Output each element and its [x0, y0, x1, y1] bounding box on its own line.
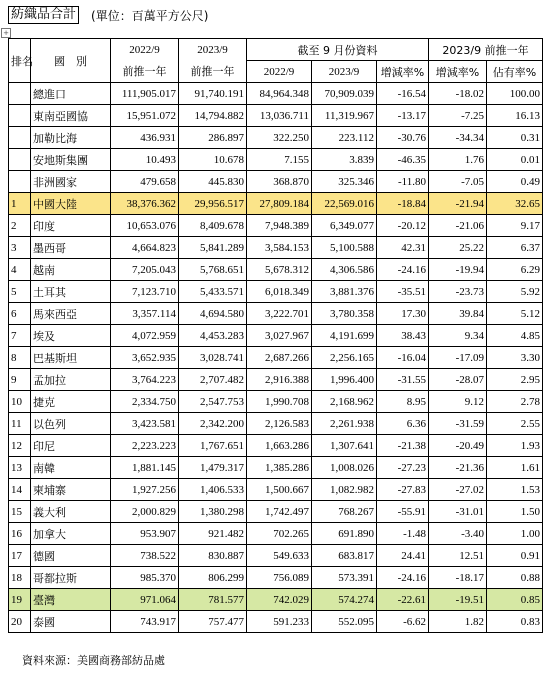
country-cell: 總進口 — [31, 83, 111, 105]
table-row — [9, 589, 543, 611]
header-ytd-growth: 增減率% — [377, 61, 429, 83]
value-rolling-share: 5.12 — [487, 303, 543, 325]
value-rolling-growth: -21.94 — [429, 193, 487, 215]
table-row — [9, 347, 543, 369]
country-cell: 土耳其 — [31, 281, 111, 303]
value-ytd-growth: -13.17 — [377, 105, 429, 127]
country-cell: 馬來西亞 — [31, 303, 111, 325]
value-ytd-2023: 2,168.962 — [312, 391, 377, 413]
value-ytd-2022: 1,663.286 — [247, 435, 312, 457]
country-cell: 捷克 — [31, 391, 111, 413]
value-rolling-share: 2.78 — [487, 391, 543, 413]
value-rolling-growth: -31.59 — [429, 413, 487, 435]
header-rolling-group: 2023/9 前推一年 — [429, 39, 543, 61]
value-rolling-share: 6.37 — [487, 237, 543, 259]
value-ytd-2023: 11,319.967 — [312, 105, 377, 127]
value-rolling-share: 32.65 — [487, 193, 543, 215]
table-row — [9, 193, 543, 215]
table-row — [9, 435, 543, 457]
value-ytd-2023: 2,261.938 — [312, 413, 377, 435]
value-ytd-2022: 549.633 — [247, 545, 312, 567]
value-rolling-growth: -19.51 — [429, 589, 487, 611]
value-ytd-2023: 223.112 — [312, 127, 377, 149]
value-ytd-2022: 742.029 — [247, 589, 312, 611]
table-row — [9, 479, 543, 501]
value-ytd-2022: 3,222.701 — [247, 303, 312, 325]
value-ytd-2023: 70,909.039 — [312, 83, 377, 105]
value-ytd-2023: 1,008.026 — [312, 457, 377, 479]
table-row — [9, 237, 543, 259]
rank-cell: 12 — [9, 435, 31, 457]
rank-cell: 4 — [9, 259, 31, 281]
value-rolling-share: 5.92 — [487, 281, 543, 303]
value-ytd-2023: 1,082.982 — [312, 479, 377, 501]
value-ytd-growth: 24.41 — [377, 545, 429, 567]
table-row — [9, 259, 543, 281]
value-2023-rolling: 830.887 — [179, 545, 247, 567]
rank-cell: 11 — [9, 413, 31, 435]
value-ytd-growth: -22.61 — [377, 589, 429, 611]
value-rolling-growth: -23.73 — [429, 281, 487, 303]
country-cell: 德國 — [31, 545, 111, 567]
header-2023-year: 2023/9 — [179, 39, 247, 61]
value-2022-rolling: 743.917 — [111, 611, 179, 633]
country-cell: 中國大陸 — [31, 193, 111, 215]
value-ytd-growth: 8.95 — [377, 391, 429, 413]
header-rolling-share: 佔有率% — [487, 61, 543, 83]
value-rolling-share: 0.91 — [487, 545, 543, 567]
country-cell: 越南 — [31, 259, 111, 281]
value-ytd-2023: 3,780.358 — [312, 303, 377, 325]
header-ytd-group: 截至 9 月份資料 — [247, 39, 429, 61]
value-ytd-2022: 368.870 — [247, 171, 312, 193]
value-rolling-share: 1.50 — [487, 501, 543, 523]
table-row — [9, 215, 543, 237]
value-rolling-share: 0.01 — [487, 149, 543, 171]
value-ytd-2023: 573.391 — [312, 567, 377, 589]
value-ytd-2022: 84,964.348 — [247, 83, 312, 105]
value-ytd-2023: 1,996.400 — [312, 369, 377, 391]
rank-cell: 15 — [9, 501, 31, 523]
country-cell: 加拿大 — [31, 523, 111, 545]
value-ytd-2022: 7,948.389 — [247, 215, 312, 237]
source-note: 資料來源：美國商務部紡品處 — [22, 654, 165, 667]
value-2023-rolling: 4,694.580 — [179, 303, 247, 325]
value-rolling-growth: 1.76 — [429, 149, 487, 171]
value-rolling-share: 2.55 — [487, 413, 543, 435]
table-row — [9, 127, 543, 149]
value-rolling-share: 9.17 — [487, 215, 543, 237]
value-ytd-growth: -27.23 — [377, 457, 429, 479]
header-ytd-2022: 2022/9 — [247, 61, 312, 83]
value-ytd-2022: 1,742.497 — [247, 501, 312, 523]
value-rolling-share: 3.30 — [487, 347, 543, 369]
value-rolling-growth: -34.34 — [429, 127, 487, 149]
value-ytd-2022: 1,385.286 — [247, 457, 312, 479]
value-2023-rolling: 2,547.753 — [179, 391, 247, 413]
rank-cell — [9, 127, 31, 149]
value-2022-rolling: 2,000.829 — [111, 501, 179, 523]
value-rolling-share: 1.93 — [487, 435, 543, 457]
value-2022-rolling: 2,223.223 — [111, 435, 179, 457]
value-rolling-share: 0.83 — [487, 611, 543, 633]
page-title: 紡織品合計 — [8, 6, 79, 24]
value-ytd-growth: -11.80 — [377, 171, 429, 193]
country-cell: 柬埔寨 — [31, 479, 111, 501]
value-ytd-2023: 552.095 — [312, 611, 377, 633]
rank-cell: 10 — [9, 391, 31, 413]
value-2022-rolling: 7,205.043 — [111, 259, 179, 281]
country-cell: 哥都拉斯 — [31, 567, 111, 589]
table-row — [9, 303, 543, 325]
value-rolling-share: 100.00 — [487, 83, 543, 105]
value-2023-rolling: 1,406.533 — [179, 479, 247, 501]
country-cell: 孟加拉 — [31, 369, 111, 391]
rank-cell — [9, 149, 31, 171]
table-row — [9, 391, 543, 413]
country-cell: 安地斯集團 — [31, 149, 111, 171]
value-ytd-growth: -27.83 — [377, 479, 429, 501]
value-rolling-growth: 9.34 — [429, 325, 487, 347]
value-2023-rolling: 2,707.482 — [179, 369, 247, 391]
value-ytd-2023: 6,349.077 — [312, 215, 377, 237]
value-2022-rolling: 15,951.072 — [111, 105, 179, 127]
rank-cell: 16 — [9, 523, 31, 545]
rank-cell: 20 — [9, 611, 31, 633]
value-ytd-2022: 2,126.583 — [247, 413, 312, 435]
value-ytd-2023: 1,307.641 — [312, 435, 377, 457]
rank-cell: 2 — [9, 215, 31, 237]
value-rolling-growth: -3.40 — [429, 523, 487, 545]
rank-cell: 17 — [9, 545, 31, 567]
value-ytd-2023: 3.839 — [312, 149, 377, 171]
value-2022-rolling: 985.370 — [111, 567, 179, 589]
value-2023-rolling: 757.477 — [179, 611, 247, 633]
rank-cell: 7 — [9, 325, 31, 347]
header-2022-year: 2022/9 — [111, 39, 179, 61]
value-ytd-2023: 691.890 — [312, 523, 377, 545]
country-cell: 臺灣 — [31, 589, 111, 611]
rank-cell: 19 — [9, 589, 31, 611]
value-ytd-2022: 1,990.708 — [247, 391, 312, 413]
rank-cell: 9 — [9, 369, 31, 391]
value-rolling-growth: -7.05 — [429, 171, 487, 193]
value-ytd-2022: 756.089 — [247, 567, 312, 589]
value-ytd-2022: 322.250 — [247, 127, 312, 149]
value-ytd-2023: 3,881.376 — [312, 281, 377, 303]
value-ytd-2022: 1,500.667 — [247, 479, 312, 501]
value-2023-rolling: 1,380.298 — [179, 501, 247, 523]
value-2023-rolling: 10.678 — [179, 149, 247, 171]
value-ytd-2022: 6,018.349 — [247, 281, 312, 303]
value-2022-rolling: 2,334.750 — [111, 391, 179, 413]
country-cell: 墨西哥 — [31, 237, 111, 259]
value-ytd-growth: 17.30 — [377, 303, 429, 325]
country-cell: 南韓 — [31, 457, 111, 479]
rank-cell: 18 — [9, 567, 31, 589]
country-cell: 加勒比海 — [31, 127, 111, 149]
value-ytd-growth: -20.12 — [377, 215, 429, 237]
value-ytd-2022: 702.265 — [247, 523, 312, 545]
value-2023-rolling: 286.897 — [179, 127, 247, 149]
value-ytd-2023: 22,569.016 — [312, 193, 377, 215]
value-rolling-share: 0.85 — [487, 589, 543, 611]
value-ytd-growth: -24.16 — [377, 259, 429, 281]
value-ytd-growth: -31.55 — [377, 369, 429, 391]
value-rolling-growth: 39.84 — [429, 303, 487, 325]
value-rolling-share: 0.88 — [487, 567, 543, 589]
value-2023-rolling: 1,479.317 — [179, 457, 247, 479]
country-cell: 巴基斯坦 — [31, 347, 111, 369]
value-rolling-growth: -21.06 — [429, 215, 487, 237]
table-row — [9, 369, 543, 391]
value-2023-rolling: 5,433.571 — [179, 281, 247, 303]
rank-cell: 8 — [9, 347, 31, 369]
country-cell: 印度 — [31, 215, 111, 237]
value-2022-rolling: 4,664.823 — [111, 237, 179, 259]
value-rolling-share: 4.85 — [487, 325, 543, 347]
table-row — [9, 83, 543, 105]
value-2023-rolling: 14,794.882 — [179, 105, 247, 127]
value-ytd-2023: 2,256.165 — [312, 347, 377, 369]
value-ytd-2023: 4,306.586 — [312, 259, 377, 281]
value-2023-rolling: 91,740.191 — [179, 83, 247, 105]
header-2023-sub: 前推一年 — [179, 61, 247, 83]
value-ytd-2022: 591.233 — [247, 611, 312, 633]
value-ytd-2023: 574.274 — [312, 589, 377, 611]
value-ytd-growth: 6.36 — [377, 413, 429, 435]
value-rolling-growth: 9.12 — [429, 391, 487, 413]
rank-cell: 3 — [9, 237, 31, 259]
value-rolling-share: 2.95 — [487, 369, 543, 391]
value-ytd-growth: -21.38 — [377, 435, 429, 457]
value-2023-rolling: 2,342.200 — [179, 413, 247, 435]
value-ytd-growth: -1.48 — [377, 523, 429, 545]
value-rolling-growth: -27.02 — [429, 479, 487, 501]
value-2023-rolling: 8,409.678 — [179, 215, 247, 237]
rank-cell: 13 — [9, 457, 31, 479]
value-ytd-growth: -16.54 — [377, 83, 429, 105]
value-ytd-growth: -35.51 — [377, 281, 429, 303]
value-2022-rolling: 953.907 — [111, 523, 179, 545]
rank-cell: 1 — [9, 193, 31, 215]
value-2023-rolling: 4,453.283 — [179, 325, 247, 347]
value-2022-rolling: 1,927.256 — [111, 479, 179, 501]
value-rolling-growth: -18.17 — [429, 567, 487, 589]
value-2023-rolling: 5,841.289 — [179, 237, 247, 259]
table-row — [9, 413, 543, 435]
import-statistics-table — [8, 38, 543, 633]
table-move-handle-icon[interactable]: + — [1, 28, 11, 38]
table-header — [9, 39, 543, 83]
table-row — [9, 457, 543, 479]
header-ytd-2023: 2023/9 — [312, 61, 377, 83]
value-2022-rolling: 3,357.114 — [111, 303, 179, 325]
value-ytd-2022: 13,036.711 — [247, 105, 312, 127]
value-ytd-2022: 5,678.312 — [247, 259, 312, 281]
table-row — [9, 105, 543, 127]
value-2023-rolling: 806.299 — [179, 567, 247, 589]
value-2022-rolling: 4,072.959 — [111, 325, 179, 347]
title-row — [8, 6, 208, 24]
value-2022-rolling: 38,376.362 — [111, 193, 179, 215]
value-2022-rolling: 7,123.710 — [111, 281, 179, 303]
value-rolling-share: 0.31 — [487, 127, 543, 149]
value-ytd-growth: -30.76 — [377, 127, 429, 149]
header-rolling-growth: 增減率% — [429, 61, 487, 83]
value-ytd-2023: 325.346 — [312, 171, 377, 193]
value-2023-rolling: 3,028.741 — [179, 347, 247, 369]
header-rank: 排名 — [9, 39, 31, 83]
value-2022-rolling: 738.522 — [111, 545, 179, 567]
table-row — [9, 281, 543, 303]
value-2023-rolling: 29,956.517 — [179, 193, 247, 215]
value-ytd-2023: 4,191.699 — [312, 325, 377, 347]
country-cell: 東南亞國協 — [31, 105, 111, 127]
value-2022-rolling: 436.931 — [111, 127, 179, 149]
country-cell: 泰國 — [31, 611, 111, 633]
value-ytd-growth: -16.04 — [377, 347, 429, 369]
value-2022-rolling: 3,764.223 — [111, 369, 179, 391]
value-2023-rolling: 445.830 — [179, 171, 247, 193]
value-rolling-growth: -31.01 — [429, 501, 487, 523]
value-rolling-growth: -28.07 — [429, 369, 487, 391]
value-rolling-share: 1.00 — [487, 523, 543, 545]
rank-cell — [9, 105, 31, 127]
value-rolling-share: 1.53 — [487, 479, 543, 501]
value-rolling-growth: -21.36 — [429, 457, 487, 479]
value-rolling-growth: 25.22 — [429, 237, 487, 259]
value-ytd-2023: 683.817 — [312, 545, 377, 567]
unit-label: (單位：百萬平方公尺) — [91, 8, 209, 23]
value-ytd-2022: 3,027.967 — [247, 325, 312, 347]
value-rolling-share: 1.61 — [487, 457, 543, 479]
value-2022-rolling: 1,881.145 — [111, 457, 179, 479]
value-rolling-growth: -17.09 — [429, 347, 487, 369]
value-ytd-growth: -24.16 — [377, 567, 429, 589]
value-ytd-2022: 2,687.266 — [247, 347, 312, 369]
value-rolling-share: 0.49 — [487, 171, 543, 193]
value-ytd-2022: 27,809.184 — [247, 193, 312, 215]
table-body — [9, 83, 543, 633]
value-ytd-2023: 5,100.588 — [312, 237, 377, 259]
value-ytd-growth: 38.43 — [377, 325, 429, 347]
table-row — [9, 325, 543, 347]
value-rolling-share: 16.13 — [487, 105, 543, 127]
value-2022-rolling: 479.658 — [111, 171, 179, 193]
value-ytd-growth: -46.35 — [377, 149, 429, 171]
value-2022-rolling: 10.493 — [111, 149, 179, 171]
table-row — [9, 171, 543, 193]
value-ytd-growth: -55.91 — [377, 501, 429, 523]
value-rolling-share: 6.29 — [487, 259, 543, 281]
rank-cell: 5 — [9, 281, 31, 303]
table-row — [9, 545, 543, 567]
value-2023-rolling: 1,767.651 — [179, 435, 247, 457]
table-row — [9, 501, 543, 523]
value-rolling-growth: 1.82 — [429, 611, 487, 633]
value-ytd-2023: 768.267 — [312, 501, 377, 523]
header-country: 國 別 — [31, 39, 111, 83]
value-ytd-growth: -6.62 — [377, 611, 429, 633]
country-cell: 以色列 — [31, 413, 111, 435]
rank-cell — [9, 171, 31, 193]
value-ytd-2022: 3,584.153 — [247, 237, 312, 259]
table-row — [9, 523, 543, 545]
value-2023-rolling: 921.482 — [179, 523, 247, 545]
rank-cell: 6 — [9, 303, 31, 325]
value-rolling-growth: 12.51 — [429, 545, 487, 567]
value-2023-rolling: 5,768.651 — [179, 259, 247, 281]
value-2022-rolling: 111,905.017 — [111, 83, 179, 105]
country-cell: 義大利 — [31, 501, 111, 523]
rank-cell — [9, 83, 31, 105]
country-cell: 非洲國家 — [31, 171, 111, 193]
value-2022-rolling: 3,652.935 — [111, 347, 179, 369]
value-2022-rolling: 3,423.581 — [111, 413, 179, 435]
table-row — [9, 567, 543, 589]
rank-cell: 14 — [9, 479, 31, 501]
value-ytd-growth: 42.31 — [377, 237, 429, 259]
table-row — [9, 149, 543, 171]
value-rolling-growth: -20.49 — [429, 435, 487, 457]
value-2023-rolling: 781.577 — [179, 589, 247, 611]
header-2022-sub: 前推一年 — [111, 61, 179, 83]
value-2022-rolling: 971.064 — [111, 589, 179, 611]
value-2022-rolling: 10,653.076 — [111, 215, 179, 237]
value-ytd-2022: 2,916.388 — [247, 369, 312, 391]
country-cell: 印尼 — [31, 435, 111, 457]
value-ytd-growth: -18.84 — [377, 193, 429, 215]
country-cell: 埃及 — [31, 325, 111, 347]
table-row — [9, 611, 543, 633]
value-rolling-growth: -19.94 — [429, 259, 487, 281]
value-ytd-2022: 7.155 — [247, 149, 312, 171]
value-rolling-growth: -18.02 — [429, 83, 487, 105]
value-rolling-growth: -7.25 — [429, 105, 487, 127]
